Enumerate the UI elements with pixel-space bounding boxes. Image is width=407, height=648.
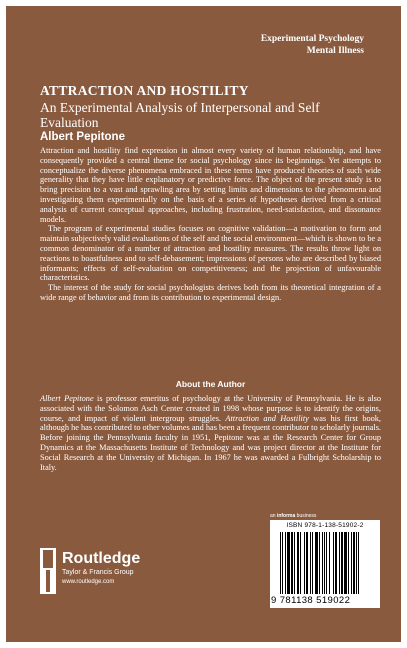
barcode-bar <box>315 532 318 594</box>
blurb-paragraph: Attraction and hostility find expression in almost every variety of human relationship, and have consequently provided a central theme for social psychology since its beginnings. Yet attempts to conceptualize the diverse phenomena embraced in these terms have produced theories of such wide generality that they have little explanatory or predictive force. The object of the present study is to bring precision to a vast and sprawling area by setting limits and dimensions to the phenomena and investigating them experimentally on the basis of a series of hypotheses derived from a critical analysis of current conceptual approaches, including frustration, need-satisfaction, and dissonance models. <box>40 146 381 224</box>
barcode-bar <box>310 532 311 594</box>
barcode-bar <box>353 532 355 594</box>
author-name: Albert Pepitone <box>40 131 125 143</box>
barcode-bar <box>297 532 299 594</box>
informa-brand: informa <box>276 513 296 519</box>
book-title: ATTRACTION AND HOSTILITY <box>40 83 249 98</box>
routledge-logo-icon <box>40 548 56 594</box>
blurb-text <box>40 146 381 303</box>
barcode-bar <box>335 532 337 594</box>
barcode-bar <box>341 532 343 594</box>
barcode-bar <box>294 532 295 594</box>
blurb-paragraph: The program of experimental studies focuses on cognitive validation—a motivation to form and maintain subjectively valid evaluations of the self and the social environment—which is shown to be a common denominator of a number of attraction and hostility measures. The results throw light on reactions to boastfulness and to self-debasement; impressions of persons who are described by biased informants; effects of self-evaluation on competitiveness; and the projection of unfavourable characteristics. <box>40 224 381 283</box>
barcode-bar <box>285 532 286 594</box>
barcode-bar <box>291 532 293 594</box>
bio-author-name: Albert Pepitone <box>40 394 94 403</box>
bio-text: is professor emeritus of psychology at the University of Pennsylvania. He is also associated with the Solomon Asch Center created in 1998 whose purpose is to identify the origins, course, and impact of violent intergroup struggles. <box>40 394 381 423</box>
barcode-bar <box>319 532 320 594</box>
informa-business-label <box>270 513 316 519</box>
barcode-bar <box>358 532 359 594</box>
barcode-digits: 9 781138 519022 <box>271 595 351 606</box>
category-line: Mental Illness <box>306 46 364 56</box>
barcode-bar <box>329 532 330 594</box>
book-subtitle: An Experimental Analysis of Interpersonal and Self Evaluation <box>40 100 320 130</box>
publisher-url: www.routledge.com <box>62 579 115 585</box>
barcode-bar <box>326 532 327 594</box>
informa-suffix: business <box>295 513 317 519</box>
barcode-bar <box>339 532 340 594</box>
author-bio <box>40 394 381 472</box>
publisher-block <box>62 550 140 587</box>
barcode-bars <box>280 532 370 596</box>
book-back-cover <box>6 6 401 642</box>
barcode-bar <box>282 532 283 594</box>
barcode-bar <box>344 532 347 594</box>
barcode-bar <box>322 532 323 594</box>
barcode-bar <box>312 532 313 594</box>
category-label <box>261 33 364 57</box>
barcode-bar <box>333 532 334 594</box>
barcode-bar <box>306 532 308 594</box>
bio-paragraph <box>40 394 381 472</box>
blurb-paragraph: The interest of the study for social psychologists derives both from its theoretical integration of a wide range of behavior and from its contribution to experimental design. <box>40 283 381 302</box>
barcode-bar <box>304 532 305 594</box>
barcode-bar <box>351 532 352 594</box>
bio-book-title: Attraction and Hostility <box>225 413 309 423</box>
category-line: Experimental Psychology <box>260 34 364 44</box>
barcode-bar <box>287 532 290 594</box>
barcode-bar <box>348 532 349 594</box>
informa-prefix: an <box>270 513 277 519</box>
publisher-group: Taylor & Francis Group <box>62 569 134 576</box>
bio-text: was his first book, although he has contributed to other volumes and has been a frequent contributor to scholarly journals. Before joining the Pennsylvania faculty in 1951, Pepitone was at the Research Center for Group Dynamics at the Massachusetts Institute of Technology and was project director at the Institute for Social Research at the University of Michigan. In 1967 he was awarded a Fulbright Scholarship to Italy. <box>40 413 382 472</box>
barcode <box>270 520 380 608</box>
barcode-bar <box>300 532 301 594</box>
about-author-heading: About the Author <box>175 379 246 389</box>
barcode-bar <box>280 532 281 594</box>
isbn-text: ISBN 978-1-138-51902-2 <box>286 522 364 529</box>
publisher-name: Routledge <box>62 550 141 567</box>
barcode-bar <box>324 532 325 594</box>
barcode-bar <box>356 532 357 594</box>
